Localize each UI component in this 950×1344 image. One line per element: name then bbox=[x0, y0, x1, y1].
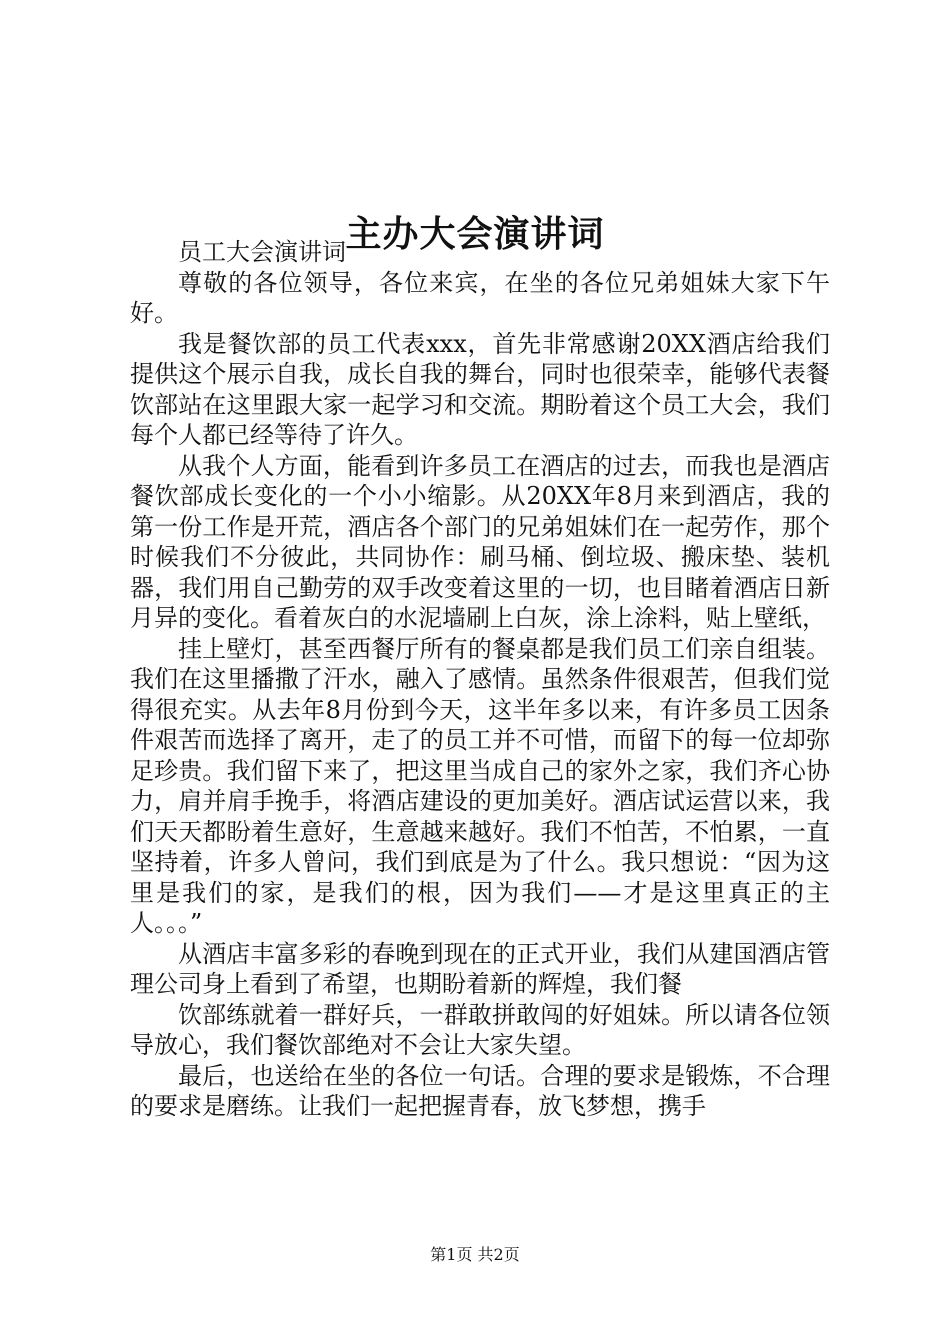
paragraph-past-experience: 从我个人方面，能看到许多员工在酒店的过去，而我也是酒店餐饮部成长变化的一个小小缩影。从20XX年8月来到酒店，我的第一份工作是开荒，酒店各个部门的兄弟姐妹们在一起劳作，那个时候我们不分彼此，共同协作：刷马桶、倒垃圾、搬床垫、装机器，我们用自己勤劳的双手改变着这里的一切，也目睹着酒店日新月异的变化。看着灰白的水泥墙刷上白灰，涂上涂料，贴上壁纸， bbox=[130, 451, 830, 632]
paragraph-team: 饮部练就着一群好兵，一群敢拼敢闯的好姐妹。所以请各位领导放心，我们餐饮部绝对不会让大家失望。 bbox=[130, 1000, 830, 1059]
paragraph-greeting: 尊敬的各位领导，各位来宾，在坐的各位兄弟姐妹大家下午好。 bbox=[130, 268, 830, 327]
page-title: 主办大会演讲词 bbox=[345, 213, 605, 256]
paragraph-heading: 员工大会演讲词 bbox=[178, 238, 346, 266]
page-number-footer: 第1页 共2页 bbox=[430, 1245, 520, 1264]
paragraph-closing: 最后，也送给在坐的各位一句话。合理的要求是锻炼，不合理的要求是磨练。让我们一起把握青春，放飞梦想，携手 bbox=[130, 1061, 830, 1120]
paragraph-hope: 从酒店丰富多彩的春晚到现在的正式开业，我们从建国酒店管理公司身上看到了希望，也期盼着新的辉煌，我们餐 bbox=[130, 939, 830, 998]
paragraph-introduction: 我是餐饮部的员工代表xxx，首先非常感谢20XX酒店给我们提供这个展示自我，成长自我的舞台，同时也很荣幸，能够代表餐饮部站在这里跟大家一起学习和交流。期盼着这个员工大会，我们每个人都已经等待了许久。 bbox=[130, 329, 830, 449]
paragraph-hard-work: 挂上壁灯，甚至西餐厅所有的餐桌都是我们员工们亲自组装。我们在这里播撒了汗水，融入了感情。虽然条件很艰苦，但我们觉得很充实。从去年8月份到今天，这半年多以来，有许多员工因条件艰苦而选择了离开，走了的员工并不可惜，而留下的每一位却弥足珍贵。我们留下来了，把这里当成自己的家外之家，我们齐心协力，肩并肩手挽手，将酒店建设的更加美好。酒店试运营以来，我们天天都盼着生意好，生意越来越好。我们不怕苦，不怕累，一直坚持着，许多人曾问，我们到底是为了什么。我只想说：“因为这里是我们的家，是我们的根，因为我们——才是这里真正的主人。。。” bbox=[130, 634, 830, 937]
document-body bbox=[130, 237, 830, 1122]
